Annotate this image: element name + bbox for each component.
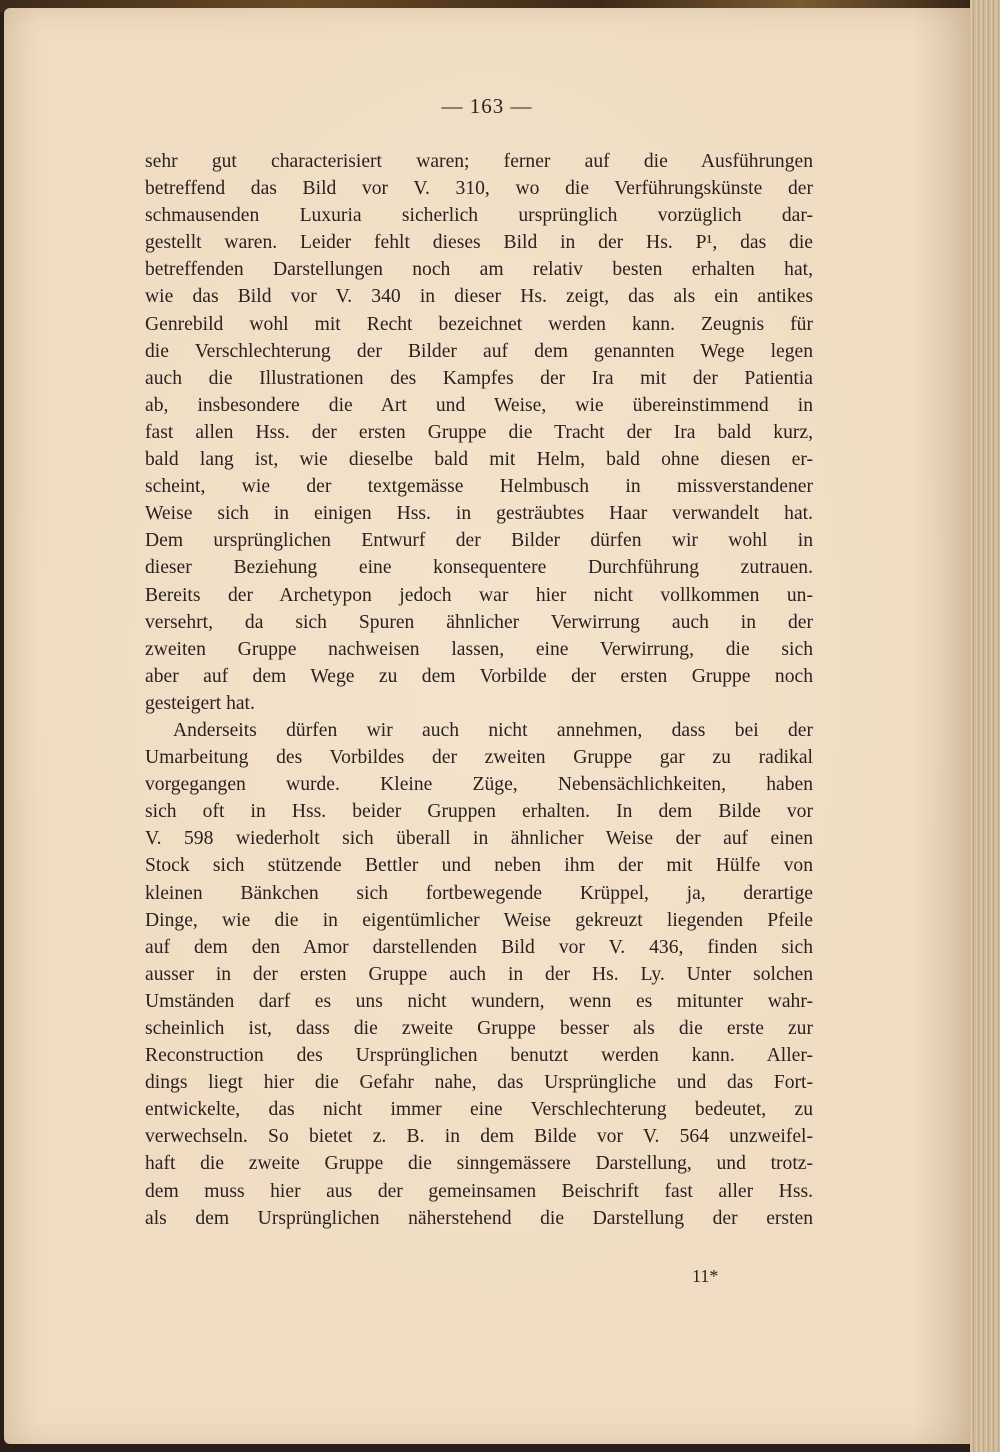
text-line: Genrebild wohl mit Recht bezeichnet werden kann. Zeugnis für <box>145 313 813 335</box>
text-line: scheint, wie der textgemässe Helmbusch in missverstandener <box>145 476 813 498</box>
text-line: entwickelte, das nicht immer eine Verschlechterung bedeutet, zu <box>145 1099 813 1121</box>
text-line: Stock sich stützende Bettler und neben ihm der mit Hülfe von <box>145 855 813 877</box>
text-line: dieser Beziehung eine konsequentere Durchführung zutrauen. <box>145 557 813 579</box>
text-line: ab, insbesondere die Art und Weise, wie übereinstimmend in <box>145 394 813 416</box>
text-line: verwechseln. So bietet z. B. in dem Bilde vor V. 564 unzweifel- <box>145 1126 813 1148</box>
text-line: auch die Illustrationen des Kampfes der Ira mit der Patientia <box>145 367 813 389</box>
book-page <box>4 8 970 1444</box>
text-line: fast allen Hss. der ersten Gruppe die Tracht der Ira bald kurz, <box>145 421 813 443</box>
text-line: gestellt waren. Leider fehlt dieses Bild in der Hs. P¹, das die <box>145 232 813 254</box>
text-line: ausser in der ersten Gruppe auch in der Hs. Ly. Unter solchen <box>145 963 813 985</box>
text-line: auf dem den Amor darstellenden Bild vor V. 436, finden sich <box>145 936 813 958</box>
text-line: Umarbeitung des Vorbildes der zweiten Gruppe gar zu radikal <box>145 747 813 769</box>
text-line: Bereits der Archetypon jedoch war hier nicht vollkommen un- <box>145 584 813 606</box>
text-line: Weise sich in einigen Hss. in gesträubtes Haar verwandelt hat. <box>145 503 813 525</box>
page-number: — 163 — <box>441 94 533 118</box>
page-stack-edge <box>970 0 1000 1452</box>
text-line: zweiten Gruppe nachweisen lassen, eine Verwirrung, die sich <box>145 638 813 660</box>
text-line: betreffenden Darstellungen noch am relativ besten erhalten hat, <box>145 259 813 281</box>
text-line: sehr gut characterisiert waren; ferner auf die Ausführungen <box>145 151 813 172</box>
body-text <box>145 148 813 1232</box>
text-line: scheinlich ist, dass die zweite Gruppe besser als die erste zur <box>145 1018 813 1039</box>
text-line: Dem ursprünglichen Entwurf der Bilder dürfen wir wohl in <box>145 530 813 552</box>
text-line: Reconstruction des Ursprünglichen benutzt werden kann. Aller- <box>145 1045 813 1067</box>
text-line: versehrt, da sich Spuren ähnlicher Verwirrung auch in der <box>145 611 813 633</box>
paragraph-end-line: gesteigert hat. <box>145 692 255 714</box>
text-line: V. 598 wiederholt sich überall in ähnlicher Weise der auf einen <box>145 828 813 850</box>
text-line: dings liegt hier die Gefahr nahe, das Ursprüngliche und das Fort- <box>145 1072 813 1094</box>
text-line: Umständen darf es uns nicht wundern, wenn es mitunter wahr- <box>145 990 813 1012</box>
text-line: die Verschlechterung der Bilder auf dem genannten Wege legen <box>145 340 813 362</box>
text-line: vorgegangen wurde. Kleine Züge, Nebensächlichkeiten, haben <box>145 774 813 796</box>
signature-mark: 11* <box>692 1266 719 1286</box>
text-line: Dinge, wie die in eigentümlicher Weise gekreuzt liegenden Pfeile <box>145 909 813 931</box>
paragraph-start-line: Anderseits dürfen wir auch nicht annehmen, dass bei der <box>173 719 813 741</box>
text-line: schmausenden Luxuria sicherlich ursprünglich vorzüglich dar- <box>145 205 813 227</box>
text-line: kleinen Bänkchen sich fortbewegende Krüppel, ja, derartige <box>145 882 813 904</box>
text-line: haft die zweite Gruppe die sinngemässere Darstellung, und trotz- <box>145 1153 813 1175</box>
text-line: sich oft in Hss. beider Gruppen erhalten. In dem Bilde vor <box>145 801 813 823</box>
text-line: bald lang ist, wie dieselbe bald mit Helm, bald ohne diesen er- <box>145 449 813 471</box>
text-line: wie das Bild vor V. 340 in dieser Hs. zeigt, das als ein antikes <box>145 286 813 308</box>
text-line: als dem Ursprünglichen näherstehend die Darstellung der ersten <box>145 1207 813 1229</box>
text-line: betreffend das Bild vor V. 310, wo die Verführungskünste der <box>145 178 813 200</box>
text-line: dem muss hier aus der gemeinsamen Beischrift fast aller Hss. <box>145 1180 813 1202</box>
text-line: aber auf dem Wege zu dem Vorbilde der ersten Gruppe noch <box>145 665 813 687</box>
